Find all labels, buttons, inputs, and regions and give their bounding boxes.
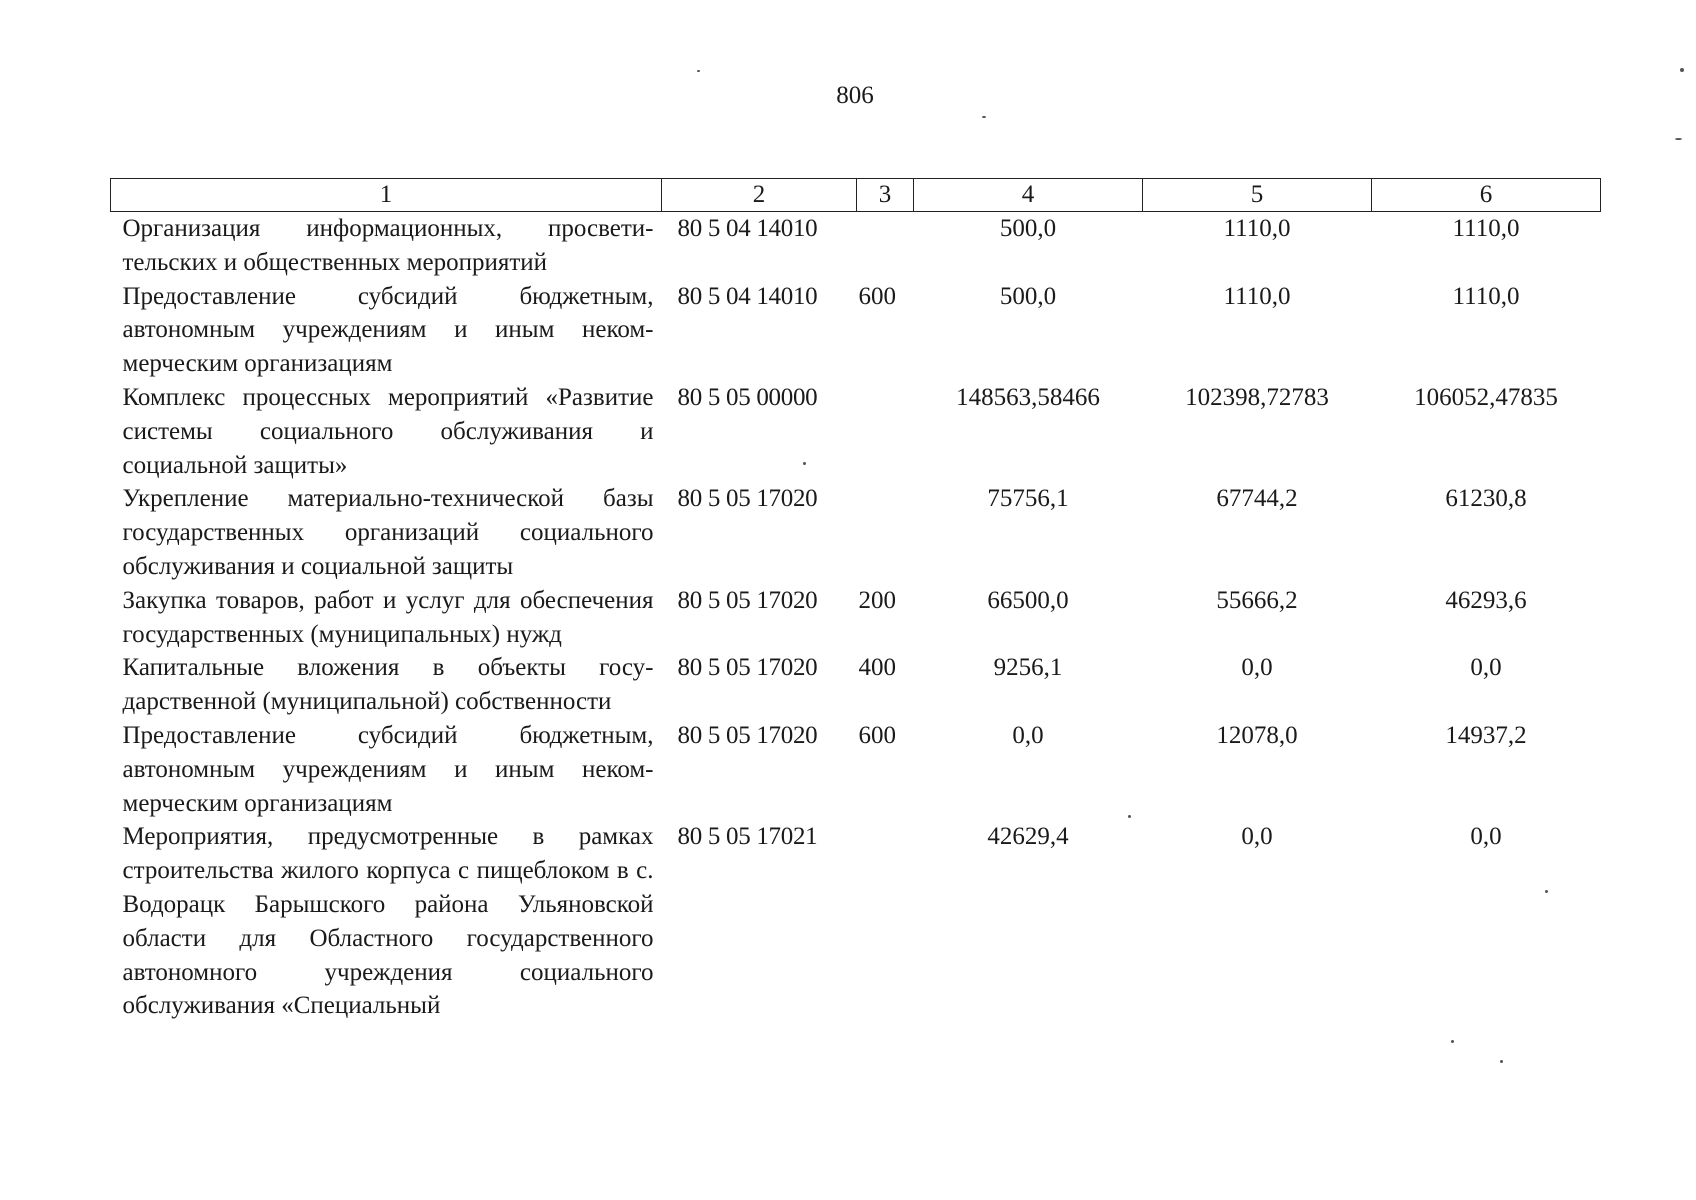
scan-speck [1500, 1060, 1503, 1063]
budget-table [110, 178, 1601, 1023]
row-amount-year2: 0,0 [1241, 823, 1273, 851]
table-row [111, 280, 1601, 381]
row-amount-year1: 75756,1 [987, 485, 1069, 513]
table-row [111, 651, 1601, 719]
row-amount-year2: 1110,0 [1223, 282, 1291, 310]
row-amount-year3: 46293,6 [1445, 586, 1527, 614]
row-amount-year1: 0,0 [1012, 721, 1044, 749]
scan-speck [1451, 1040, 1454, 1043]
header-cell-2: 2 [662, 179, 857, 212]
row-code: 80 5 05 17021 [677, 823, 818, 851]
row-amount-year2: 55666,2 [1216, 586, 1298, 614]
scan-speck [1128, 815, 1131, 818]
row-code: 80 5 05 00000 [677, 383, 818, 411]
scan-speck [1675, 138, 1682, 140]
header-cell-4: 4 [914, 179, 1143, 212]
scan-speck [803, 462, 806, 465]
row-amount-year1: 500,0 [999, 282, 1057, 310]
header-row [111, 179, 1601, 212]
row-name: Мероприятия, предусмотренные в рамках строительства жилого корпуса с пищеблоком в с. Водорацк Барышского района Ульяновской области для Областного государственного автономного учреждения социального обслуживания «Специальный [122, 823, 654, 1020]
table-row [111, 719, 1601, 820]
row-amount-year2: 102398,72783 [1185, 383, 1329, 411]
row-amount-year1: 66500,0 [987, 586, 1069, 614]
row-amount-year3: 1110,0 [1452, 282, 1520, 310]
table-row [111, 212, 1601, 280]
scan-speck [982, 116, 986, 118]
row-expense-type: 200 [858, 586, 896, 614]
row-name: Капитальные вложения в объекты государственной (муниципальной) собственности [122, 654, 654, 716]
row-name: Предоставление субсидий бюджетным, автономным учреждениям и иным некоммерческим организациям [122, 282, 654, 378]
header-cell-3: 3 [857, 179, 914, 212]
row-amount-year1: 42629,4 [987, 823, 1069, 851]
row-amount-year2: 67744,2 [1216, 485, 1298, 513]
row-expense-type: 600 [858, 282, 896, 310]
row-name: Комплекс процессных мероприятий «Развитие системы социального обслуживания и социальной защиты» [122, 383, 654, 479]
row-amount-year2: 12078,0 [1216, 721, 1298, 749]
row-amount-year1: 148563,58466 [956, 383, 1100, 411]
row-expense-type [857, 381, 914, 482]
row-expense-type: 600 [858, 721, 896, 749]
row-expense-type [857, 820, 914, 1023]
row-amount-year3: 1110,0 [1452, 215, 1520, 242]
row-name: Организация информационных, просветительских и общественных мероприятий [122, 215, 654, 276]
header-cell-1: 1 [111, 179, 662, 212]
row-code: 80 5 05 17020 [677, 654, 818, 682]
row-amount-year2: 1110,0 [1223, 215, 1291, 242]
scan-speck [697, 70, 700, 72]
header-cell-6: 6 [1372, 179, 1601, 212]
row-name: Закупка товаров, работ и услуг для обеспечения государственных (муниципальных) нужд [122, 586, 654, 648]
row-code: 80 5 05 17020 [677, 721, 818, 749]
row-name: Укрепление материально-технической базы государственных организаций социального обслуживания и социальной защиты [122, 485, 654, 580]
row-amount-year2: 0,0 [1241, 654, 1273, 682]
row-code: 80 5 04 14010 [677, 215, 818, 242]
table-row [111, 482, 1601, 583]
row-amount-year1: 9256,1 [993, 654, 1063, 682]
table-row [111, 820, 1601, 1023]
row-code: 80 5 05 17020 [677, 586, 818, 614]
row-code: 80 5 04 14010 [677, 282, 818, 310]
row-amount-year3: 0,0 [1470, 654, 1502, 682]
table-row [111, 381, 1601, 482]
scan-speck [1545, 890, 1548, 893]
page-number: 806 [836, 82, 874, 109]
scan-speck [1680, 68, 1684, 72]
row-name: Предоставление субсидий бюджетным, автономным учреждениям и иным некоммерческим организациям [122, 721, 654, 817]
table-row [111, 584, 1601, 652]
row-amount-year3: 61230,8 [1445, 485, 1527, 513]
row-expense-type: 400 [858, 654, 896, 682]
row-amount-year1: 500,0 [999, 215, 1057, 242]
row-amount-year3: 106052,47835 [1414, 383, 1558, 411]
row-amount-year3: 0,0 [1470, 823, 1502, 851]
row-expense-type [857, 482, 914, 583]
row-code: 80 5 05 17020 [677, 485, 818, 513]
header-cell-5: 5 [1143, 179, 1372, 212]
row-expense-type [857, 212, 914, 280]
row-amount-year3: 14937,2 [1445, 721, 1527, 749]
